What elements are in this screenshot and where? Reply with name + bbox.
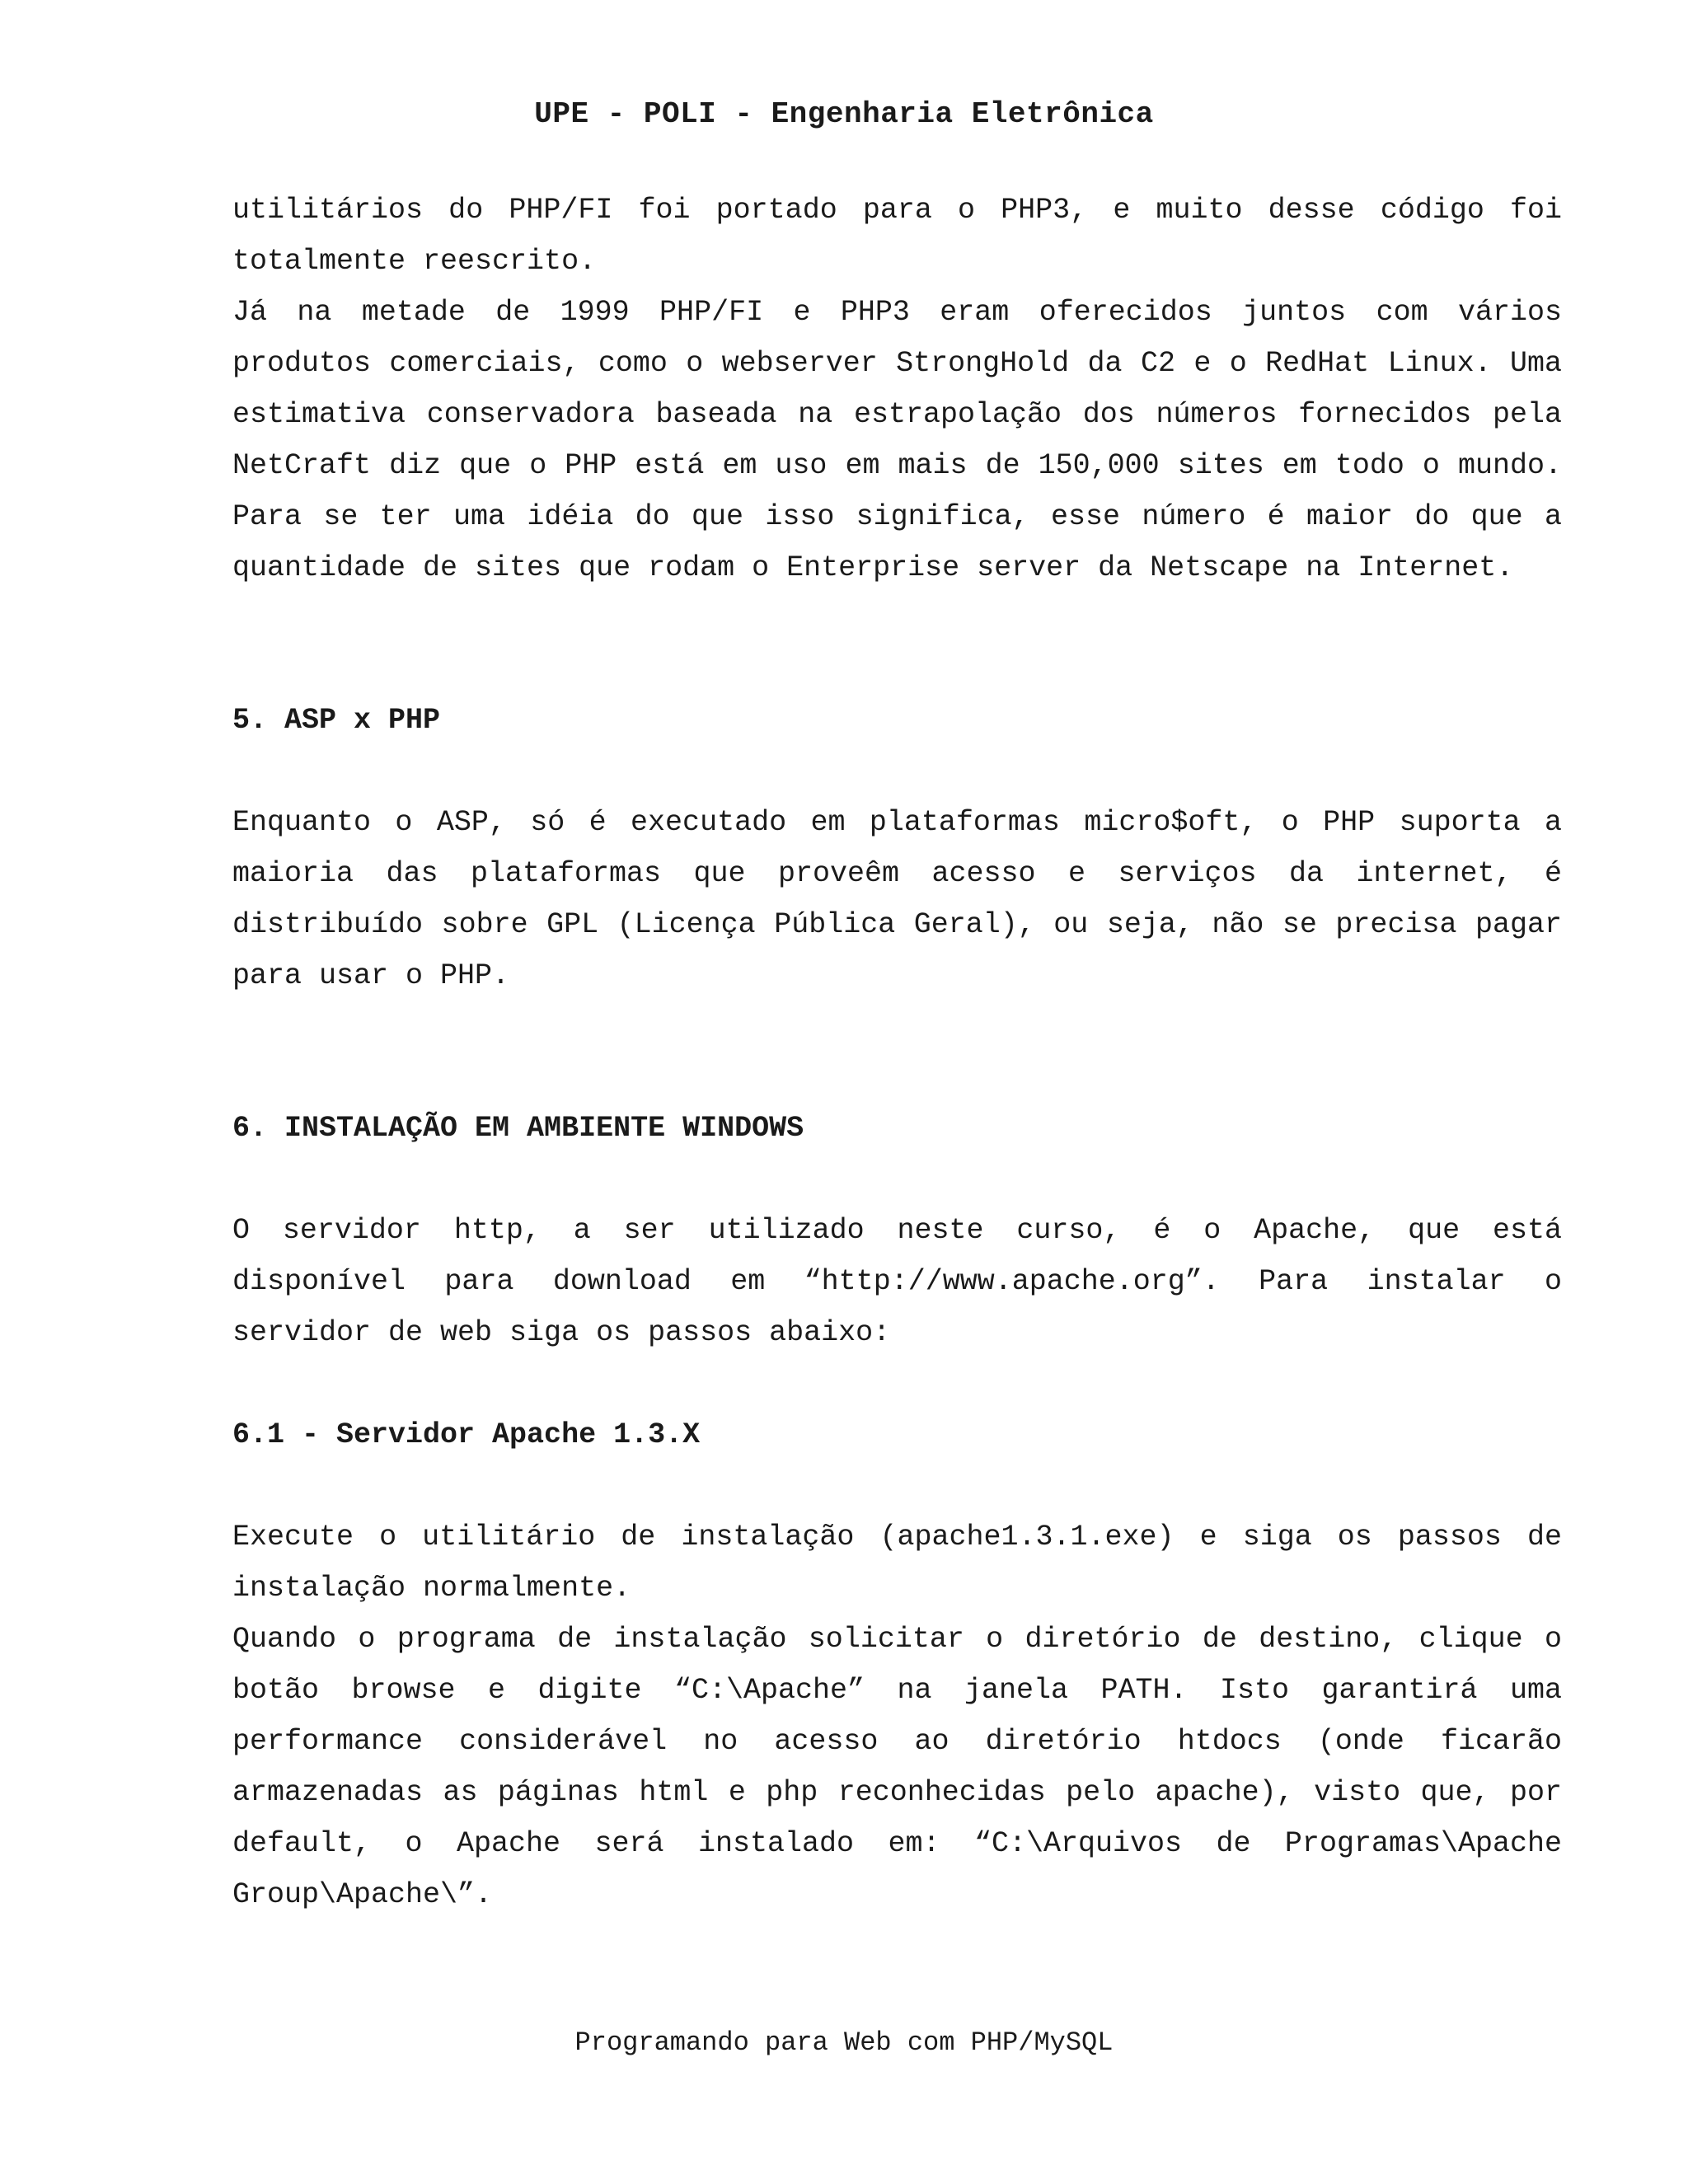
spacer	[232, 1460, 1562, 1511]
spacer	[232, 1001, 1562, 1103]
document-body	[232, 185, 1562, 1920]
page-footer: Programando para Web com PHP/MySQL	[574, 2027, 1114, 2058]
intro-paragraph-1: utilitários do PHP/FI foi portado para o PHP3, e muito desse código foi totalmente reescrito.	[232, 194, 1562, 278]
section-6-heading: 6. INSTALAÇÃO EM AMBIENTE WINDOWS	[232, 1112, 804, 1145]
section-6-1-paragraph-1: Execute o utilitário de instalação (apache1.3.1.exe) e siga os passos de instalação normalmente.	[232, 1521, 1562, 1605]
section-5-paragraph: Enquanto o ASP, só é executado em plataformas micro$oft, o PHP suporta a maioria das plataformas que proveêm acesso e serviços da internet, é distribuído sobre GPL (Licença Pública Geral), ou seja, não se precisa pagar para usar o PHP.	[232, 806, 1562, 992]
spacer	[232, 593, 1562, 695]
section-6-1-paragraph-2: Quando o programa de instalação solicitar o diretório de destino, clique o botão browse e digite “C:\Apache” na janela PATH. Isto garantirá uma performance considerável no acesso ao diretório htdocs (onde ficarão armazenadas as páginas html e php reconhecidas pelo apache), visto que, por default, o Apache será instalado em: “C:\Arquivos de Programas\Apache Group\Apache\”.	[232, 1623, 1562, 1911]
page-header: UPE - POLI - Engenharia Eletrônica	[534, 97, 1154, 131]
spacer	[232, 746, 1562, 797]
section-6-1-heading: 6.1 - Servidor Apache 1.3.X	[232, 1418, 701, 1451]
spacer	[232, 1154, 1562, 1205]
intro-paragraph-2: Já na metade de 1999 PHP/FI e PHP3 eram oferecidos juntos com vários produtos comerciais, como o webserver StrongHold da C2 e o RedHat Linux. Uma estimativa conservadora baseada na estrapolação dos números fornecidos pela NetCraft diz que o PHP está em uso em mais de 150,000 sites em todo o mundo. Para se ter uma idéia do que isso significa, esse número é maior do que a quantidade de sites que rodam o Enterprise server da Netscape na Internet.	[232, 296, 1562, 584]
section-5-heading: 5. ASP x PHP	[232, 704, 441, 737]
section-6-paragraph: O servidor http, a ser utilizado neste curso, é o Apache, que está disponível para download em “http://www.apache.org”. Para instalar o servidor de web siga os passos abaixo:	[232, 1214, 1562, 1349]
spacer	[232, 1358, 1562, 1409]
